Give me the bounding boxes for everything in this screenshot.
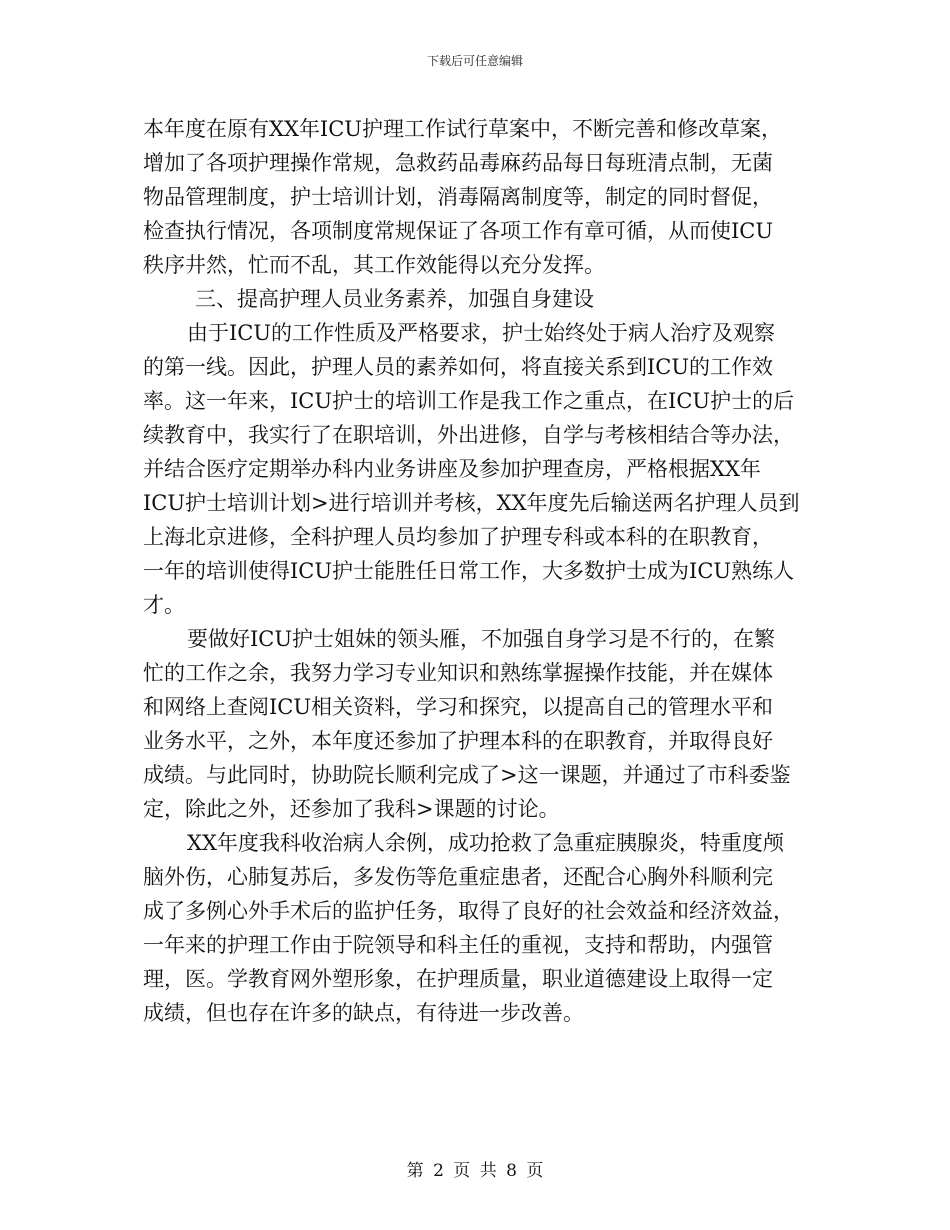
body-line: 一年来的护理工作由于院领导和科主任的重视，支持和帮助，内强管	[143, 933, 773, 957]
body-line: 忙的工作之余，我努力学习专业知识和熟练掌握操作技能，并在媒体	[143, 661, 773, 685]
body-line: 一年的培训使得ICU护士能胜任日常工作，大多数护士成为ICU熟练人	[143, 559, 795, 583]
body-line: 成了多例心外手术后的监护任务，取得了良好的社会效益和经济效益，	[143, 899, 794, 923]
document-body	[143, 112, 815, 1030]
page-number-footer: 第 2 页 共 8 页	[406, 1161, 544, 1181]
section-heading: 三、提高护理人员业务素养，加强自身建设	[195, 287, 594, 311]
body-line: 定，除此之外，还参加了我科>课题的讨论。	[143, 797, 560, 821]
body-line: 才。	[143, 593, 185, 617]
body-line: 本年度在原有XX年ICU护理工作试行草案中，不断完善和修改草案，	[143, 117, 782, 141]
body-line: 成绩。与此同时，协助院长顺利完成了>这一课题，并通过了市科委鉴	[143, 763, 791, 787]
body-line: 并结合医疗定期举办科内业务讲座及参加护理查房，严格根据XX年	[143, 457, 761, 481]
paragraph-first-line: 由于ICU的工作性质及严格要求，护士始终处于病人治疗及观察	[187, 321, 776, 345]
page-header: 下载后可任意编辑	[426, 54, 523, 68]
body-line: 增加了各项护理操作常规，急救药品毒麻药品每日每班清点制，无菌	[143, 151, 773, 175]
paragraph-first-line: 要做好ICU护士姐妹的领头雁，不加强自身学习是不行的，在繁	[187, 627, 776, 651]
body-line: 物品管理制度，护士培训计划，消毒隔离制度等，制定的同时督促，	[143, 185, 773, 209]
body-line: 率。这一年来，ICU护士的培训工作是我工作之重点，在ICU护士的后	[143, 389, 795, 413]
body-line: 上海北京进修，全科护理人员均参加了护理专科或本科的在职教育，	[143, 525, 773, 549]
body-line: 续教育中，我实行了在职培训，外出进修，自学与考核相结合等办法，	[143, 423, 794, 447]
body-line: ICU护士培训计划>进行培训并考核，XX年度先后输送两名护理人员到	[143, 491, 800, 515]
body-line: 成绩，但也存在许多的缺点，有待进一步改善。	[143, 1001, 584, 1025]
body-line: 业务水平，之外，本年度还参加了护理本科的在职教育，并取得良好	[143, 729, 773, 753]
body-line: 秩序井然，忙而不乱，其工作效能得以充分发挥。	[143, 253, 605, 277]
body-line: 和网络上查阅ICU相关资料，学习和探究，以提高自己的管理水平和	[143, 695, 774, 719]
body-line: 的第一线。因此，护理人员的素养如何，将直接关系到ICU的工作效	[143, 355, 774, 379]
paragraph-first-line: XX年度我科收治病人余例，成功抢救了急重症胰腺炎，特重度颅	[187, 831, 784, 855]
body-line: 理，医。学教育网外塑形象，在护理质量，职业道德建设上取得一定	[143, 967, 773, 991]
body-line: 脑外伤，心肺复苏后，多发伤等危重症患者，还配合心胸外科顺利完	[143, 865, 773, 889]
body-line: 检查执行情况，各项制度常规保证了各项工作有章可循，从而使ICU	[143, 219, 774, 243]
